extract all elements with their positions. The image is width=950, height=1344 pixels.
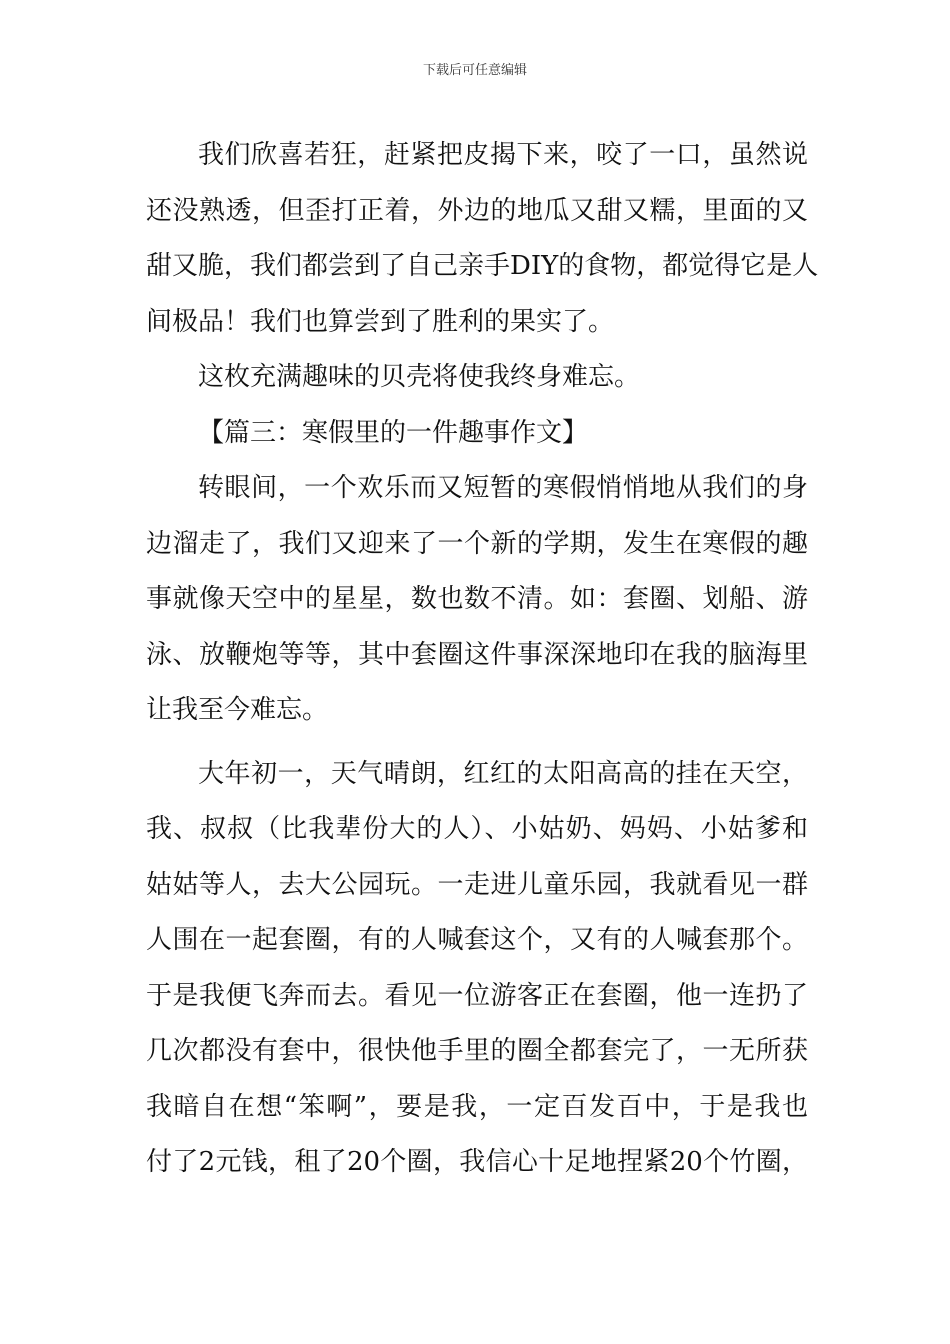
paragraph-line: 转眼间，一个欢乐而又短暂的寒假悄悄地从我们的身 [198,473,808,503]
paragraph-line: 于是我便飞奔而去。看见一位游客正在套圈，他一连扔了 [146,980,808,1011]
paragraph-line: 我暗自在想“笨啊”，要是我，一定百发百中，于是我也 [146,1091,808,1122]
paragraph-line: 大年初一，天气晴朗，红红的太阳高高的挂在天空， [198,758,808,789]
paragraph-line: 我们欣喜若狂，赶紧把皮揭下来，咬了一口，虽然说 [198,140,808,170]
document-body [146,128,819,1191]
paragraph-line: 边溜走了，我们又迎来了一个新的学期，发生在寒假的趣 [146,528,808,559]
paragraph-line: 泳、放鞭炮等等，其中套圈这件事深深地印在我的脑海里 [146,639,808,670]
paragraph-line: 人围在一起套圈，有的人喊套这个，又有的人喊套那个。 [146,925,808,955]
page-header: 下载后可任意编辑 [422,63,527,78]
paragraph-line: 让我至今难忘。 [146,695,329,725]
section-heading: 【篇三：寒假里的一件趣事作文】 [198,417,589,448]
paragraph-line: 几次都没有套中，很快他手里的圈全都套完了，一无所获 [146,1036,808,1066]
paragraph-line: 付了2元钱，租了20个圈，我信心十足地捏紧20个竹圈， [146,1147,808,1177]
paragraph-line: 这枚充满趣味的贝壳将使我终身难忘。 [198,362,641,392]
paragraph-line: 还没熟透，但歪打正着，外边的地瓜又甜又糯，里面的又 [146,195,808,226]
paragraph-line: 姑姑等人，去大公园玩。一走进儿童乐园，我就看见一群 [146,869,808,900]
paragraph-gap [146,739,808,747]
paragraph-line: 甜又脆，我们都尝到了自己亲手DIY的食物，都觉得它是人 [146,251,819,281]
paragraph-line: 我、叔叔（比我辈份大的人）、小姑奶、妈妈、小姑爹和 [146,814,808,844]
paragraph-line: 间极品！我们也算尝到了胜利的果实了。 [146,306,615,337]
paragraph-line: 事就像天空中的星星，数也数不清。如：套圈、划船、游 [146,584,808,614]
